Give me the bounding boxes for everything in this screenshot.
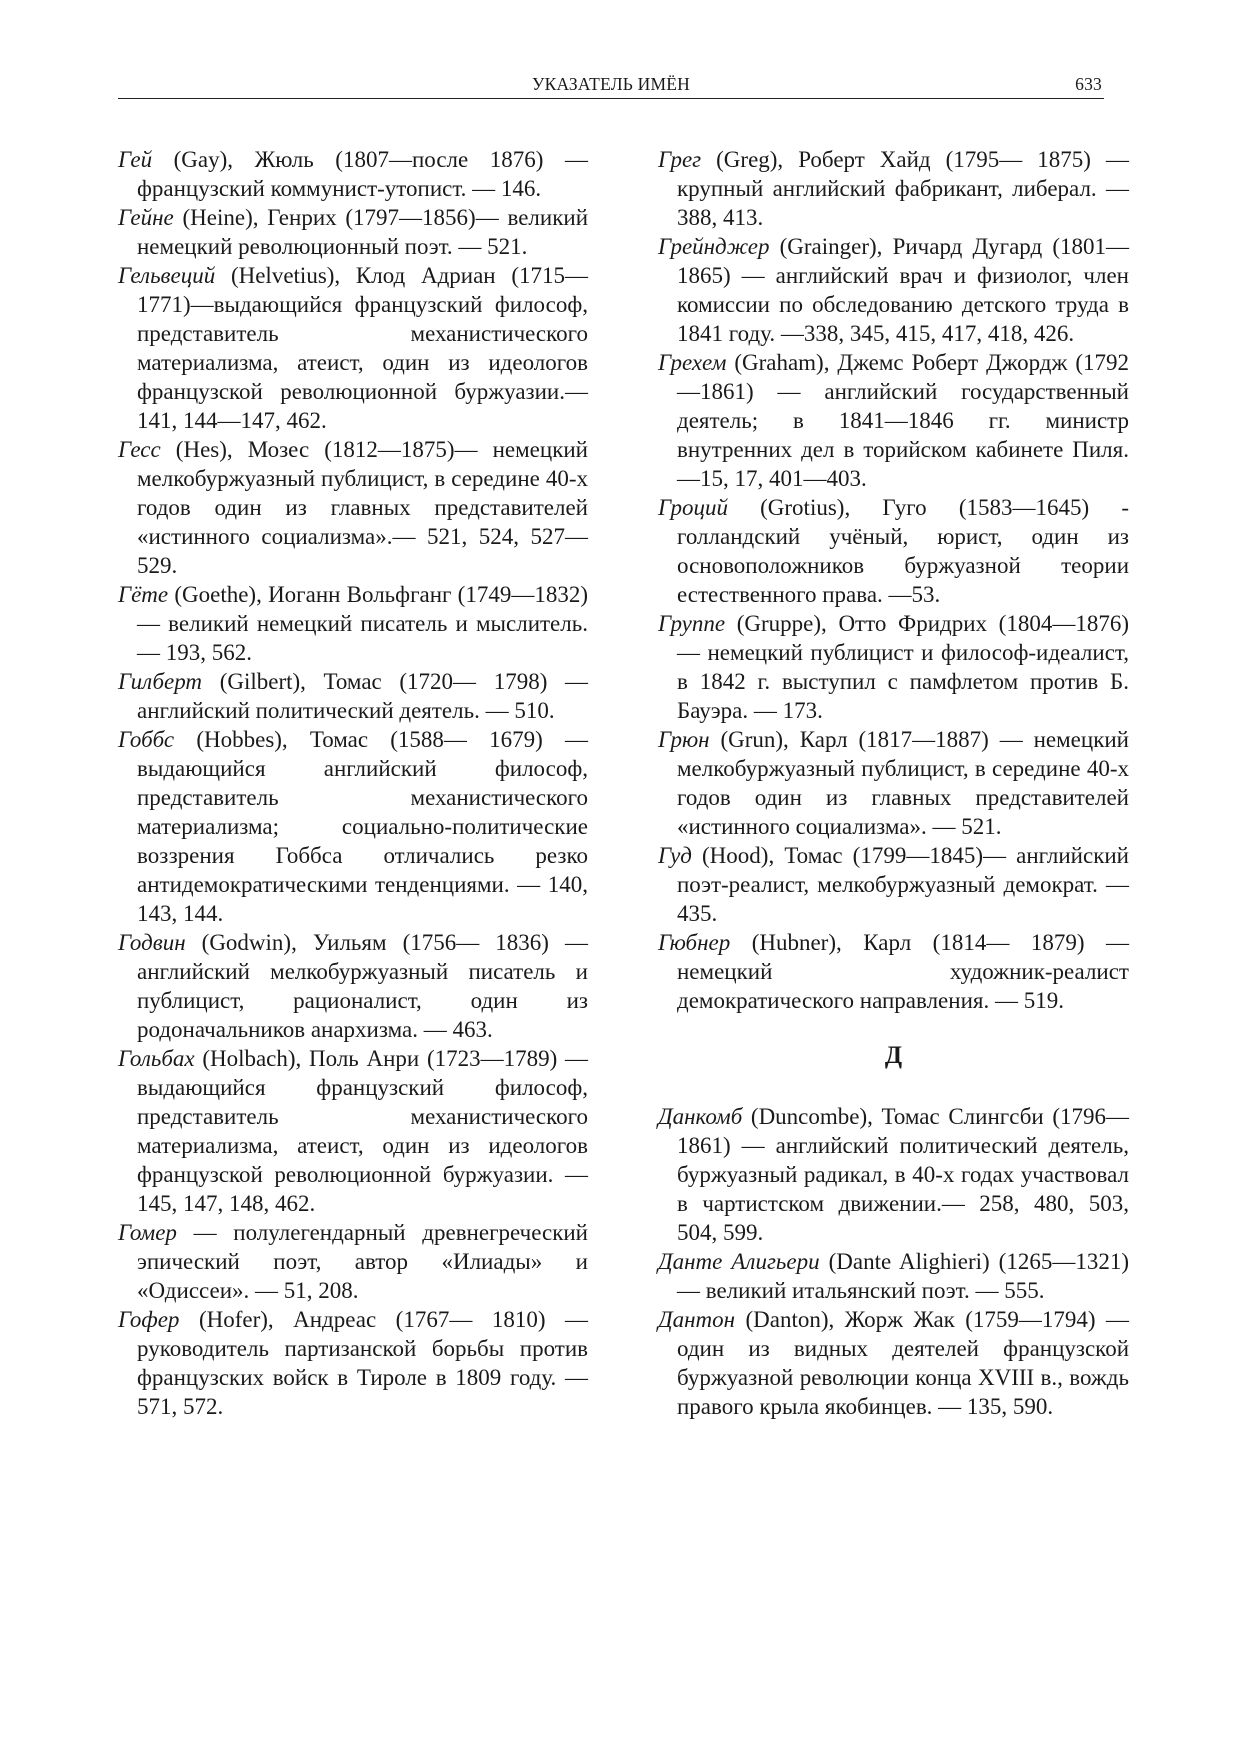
- entry-text: (Gruppe), Отто Фридрих (1804—1876) — немецкий публицист и философ-идеалист, в 1842 г. выступил с памфлетом против Б. Бауэра. — 173.: [677, 611, 1129, 723]
- index-entry: [658, 493, 1129, 609]
- entry-text: (Hofer), Андреас (1767— 1810) — руководитель партизанской борьбы против французских войск в Тироле в 1809 году. — 571, 572.: [137, 1307, 588, 1419]
- entry-text: (Grotius), Гуго (1583—1645) - голландский учёный, юрист, один из основоположников буржуазной теории естественного права. —53.: [677, 495, 1129, 607]
- entry-name: Грейнджер: [658, 234, 770, 259]
- index-entry: [658, 145, 1129, 232]
- entry-text: (Hes), Мозес (1812—1875)— немецкий мелкобуржуазный публицист, в середине 40-х годов один из главных представителей «истинного социализма».— 521, 524, 527—529.: [137, 437, 588, 578]
- entry-name: Гомер: [118, 1220, 177, 1245]
- entry-name: Гуд: [658, 843, 692, 868]
- entry-name: Гейне: [118, 205, 174, 230]
- entry-name: Гёте: [118, 582, 169, 607]
- entry-text: (Graham), Джемс Роберт Джордж (1792—1861) — английский государственный деятель; в 1841—1846 гг. министр внутренних дел в торийском кабинете Пиля.—15, 17, 401—403.: [677, 350, 1129, 491]
- index-entry: [118, 1218, 588, 1305]
- entry-name: Гей: [118, 147, 153, 172]
- entry-text: (Danton), Жорж Жак (1759—1794) — один из видных деятелей французской буржуазной революции конца XVIII в., вождь правого крыла якобинцев. — 135, 590.: [677, 1307, 1129, 1419]
- index-entry: [658, 725, 1129, 841]
- entry-text: (Hubner), Карл (1814— 1879) — немецкий художник-реалист демократического направления. — 519.: [677, 930, 1129, 1013]
- entry-text: — полулегендарный древнегреческий эпический поэт, автор «Илиады» и «Одиссеи». — 51, 208.: [137, 1220, 588, 1303]
- entry-name: Гилберт: [118, 669, 203, 694]
- index-entry: [118, 145, 588, 203]
- entry-name: Грюн: [658, 727, 710, 752]
- entry-name: Гофер: [118, 1307, 180, 1332]
- index-entry: [658, 348, 1129, 493]
- index-entry: [118, 203, 588, 261]
- index-entry: [658, 928, 1129, 1015]
- entry-text: (Duncombe), Томас Слингсби (1796—1861) — английский политический деятель, буржуазный радикал, в 40-х годах участвовал в чартистском движении.— 258, 480, 503, 504, 599.: [677, 1104, 1129, 1245]
- entry-text: (Goethe), Иоганн Вольфганг (1749—1832) — великий немецкий писатель и мыслитель. — 193, 562.: [137, 582, 588, 665]
- index-entry: [118, 725, 588, 928]
- index-entry: [658, 1305, 1129, 1421]
- index-entry: [118, 928, 588, 1044]
- entry-name: Данте Алигьери: [658, 1249, 820, 1274]
- page-number: 633: [1075, 74, 1102, 94]
- right-column: [658, 145, 1129, 1421]
- entry-text: (Dante Alighieri) (1265—1321) — великий итальянский поэт. — 555.: [677, 1249, 1129, 1303]
- entry-name: Гольбах: [118, 1046, 195, 1071]
- entry-name: Дантон: [658, 1307, 736, 1332]
- entry-text: (Holbach), Поль Анри (1723—1789) — выдающийся французский философ, представитель механистического материализма, атеист, один из идеологов французской революционной буржуазии. — 145, 147, 148, 462.: [137, 1046, 588, 1216]
- entry-name: Гоббс: [118, 727, 175, 752]
- entry-text: (Grainger), Ричард Дугард (1801—1865) — английский врач и физиолог, член комиссии по обследованию детского труда в 1841 году. —338, 345, 415, 417, 418, 426.: [677, 234, 1129, 346]
- left-column: [118, 145, 588, 1421]
- section-letter-heading: Д: [884, 1042, 903, 1069]
- entry-text: (Hood), Томас (1799—1845)— английский поэт-реалист, мелкобуржуазный демократ. — 435.: [677, 843, 1129, 926]
- entry-name: Гесс: [118, 437, 161, 462]
- index-entry: [118, 1044, 588, 1218]
- index-entry: [658, 841, 1129, 928]
- index-entry: [118, 580, 588, 667]
- entry-text: (Godwin), Уильям (1756— 1836) — английский мелкобуржуазный писатель и публицист, рационалист, один из родоначальников анархизма. — 463.: [137, 930, 588, 1042]
- entry-text: (Greg), Роберт Хайд (1795— 1875) — крупный английский фабрикант, либерал. — 388, 413.: [677, 147, 1129, 230]
- entry-name: Грехем: [658, 350, 727, 375]
- entry-name: Гюбнер: [658, 930, 731, 955]
- index-entry: [658, 232, 1129, 348]
- entry-name: Гельвеций: [118, 263, 216, 288]
- index-entry: [118, 261, 588, 435]
- entry-name: Группе: [658, 611, 726, 636]
- index-entry: [118, 435, 588, 580]
- entry-text: (Helvetius), Клод Адриан (1715—1771)—выдающийся французский философ, представитель механистического материализма, атеист, один из идеологов французской революционной буржуазии.—141, 144—147, 462.: [137, 263, 588, 433]
- entry-name: Грег: [658, 147, 702, 172]
- index-entry: [658, 609, 1129, 725]
- entry-name: Данкомб: [658, 1104, 743, 1129]
- index-entry: [658, 1247, 1129, 1305]
- entry-text: (Heine), Генрих (1797—1856)— великий немецкий революционный поэт. — 521.: [137, 205, 588, 259]
- index-entry: [118, 1305, 588, 1421]
- index-entry: [658, 1102, 1129, 1247]
- entry-text: (Gilbert), Томас (1720— 1798) — английский политический деятель. — 510.: [137, 669, 588, 723]
- entry-name: Годвин: [118, 930, 186, 955]
- entry-name: Гроций: [658, 495, 728, 520]
- header-title: УКАЗАТЕЛЬ ИМЁН: [532, 74, 690, 94]
- entry-text: (Gay), Жюль (1807—после 1876) — французский коммунист-утопист. — 146.: [137, 147, 588, 201]
- running-header: [118, 72, 1104, 99]
- entry-text: (Hobbes), Томас (1588— 1679) — выдающийся английский философ, представитель механистического материализма; социально-политические воззрения Гоббса отличались резко антидемократическими тенденциями. — 140, 143, 144.: [137, 727, 588, 926]
- entry-text: (Grun), Карл (1817—1887) — немецкий мелкобуржуазный публицист, в середине 40-х годов один из главных представителей «истинного социализма». — 521.: [677, 727, 1129, 839]
- index-entry: [118, 667, 588, 725]
